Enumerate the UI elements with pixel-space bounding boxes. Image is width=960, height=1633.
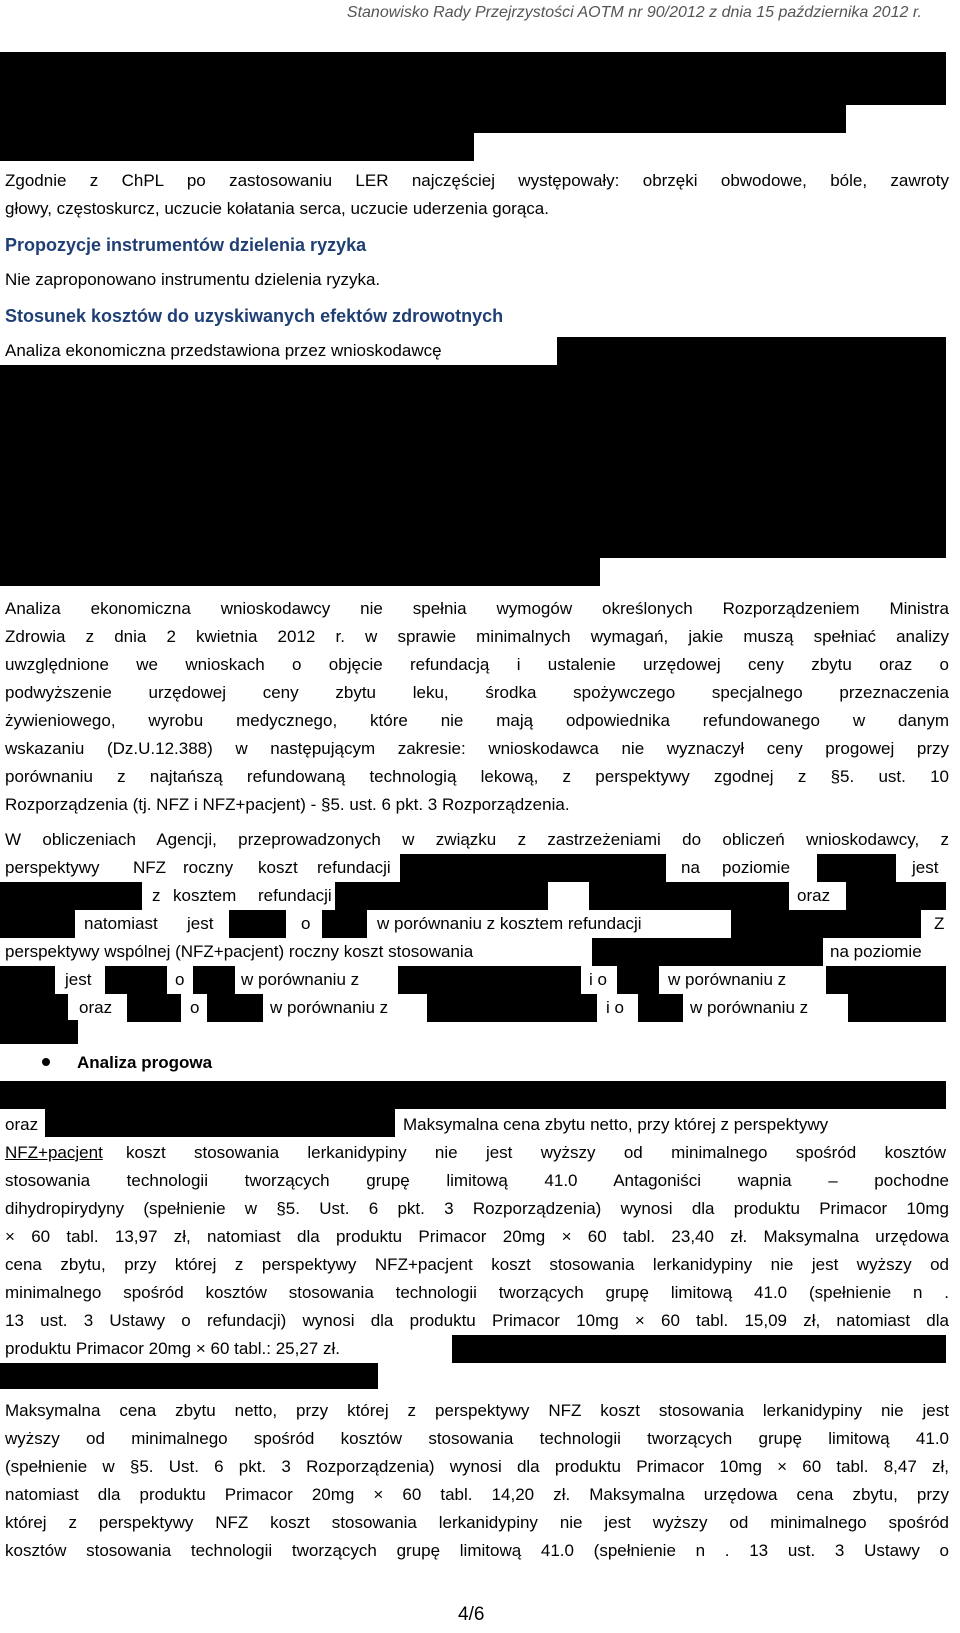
- econ-line: wskazaniu (Dz.U.12.388) w następującym zakresie: wnioskodawca nie wyznaczył ceny progowej przy: [5, 739, 949, 758]
- redaction-block: [0, 365, 946, 558]
- redaction-block: [589, 882, 789, 910]
- text-fragment: oraz: [5, 1115, 39, 1134]
- econ-line: Rozporządzenia (tj. NFZ i NFZ+pacjent) - §5. ust. 6 pkt. 3 Rozporządzenia.: [5, 795, 570, 814]
- text-fragment: kosztem: [173, 886, 237, 905]
- text-fragment: koszt: [258, 858, 298, 877]
- redaction-block: [0, 882, 142, 910]
- text-fragment: NFZ+pacjent: [5, 1143, 103, 1162]
- threshold-line: × 60 tabl. 13,97 zł, natomiast dla produktu Primacor 20mg × 60 tabl. 23,40 zł. Maksymalna urzędowa: [5, 1227, 949, 1246]
- econ-line: podwyższenie urzędowej ceny zbytu leku, środka spożywczego specjalnego przeznaczenia: [5, 683, 949, 702]
- text-fragment: o: [190, 998, 200, 1017]
- redaction-block: [398, 966, 581, 994]
- redaction-block: [0, 105, 846, 133]
- redaction-block: [0, 1081, 946, 1109]
- text-fragment: w porównaniu z kosztem refundacji: [377, 914, 642, 933]
- agency-line: W obliczeniach Agencji, przeprowadzonych w związku z zastrzeżeniami do obliczeń wnioskodawcy, z: [5, 830, 949, 849]
- text-fragment: o: [175, 970, 185, 989]
- redaction-block: [105, 966, 167, 994]
- text-fragment: w porównaniu z: [241, 970, 360, 989]
- redaction-block: [846, 882, 946, 910]
- adverse-line: głowy, częstoskurcz, uczucie kołatania serca, uczucie uderzenia gorąca.: [5, 199, 549, 218]
- nfz-line: kosztów stosowania technologii tworzących grupę limitową 41.0 (spełnienie n . 13 ust. 3 Ustawy o: [5, 1541, 949, 1560]
- econ-line: uwzględnione we wnioskach o objęcie refundacją i ustalenie urzędowej ceny zbytu oraz o: [5, 655, 949, 674]
- text-fragment: z: [152, 886, 161, 905]
- threshold-heading: Analiza progowa: [77, 1053, 213, 1072]
- redaction-block: [207, 994, 263, 1022]
- redaction-block: [45, 1109, 395, 1137]
- bullet-icon: [42, 1058, 50, 1066]
- text-fragment: i o: [606, 998, 624, 1017]
- redaction-block: [0, 1363, 378, 1389]
- redaction-block: [193, 966, 235, 994]
- redaction-block: [638, 994, 683, 1022]
- text-fragment: Maksymalna cena zbytu netto, przy której z perspektywy: [403, 1115, 829, 1134]
- econ-line: porównaniu z najtańszą refundowaną technologią lekową, z perspektywy zgodnej z §5. ust. 10: [5, 767, 949, 786]
- text-fragment: oraz: [797, 886, 831, 905]
- nfz-line: wyższy od minimalnego spośród kosztów stosowania technologii tworzących grupę limitową 41.0: [5, 1429, 949, 1448]
- text-fragment: o: [301, 914, 311, 933]
- text-fragment: jest: [912, 858, 939, 877]
- text-fragment: natomiast: [84, 914, 158, 933]
- redaction-block: [557, 337, 946, 365]
- text-fragment: perspektywy wspólnej (NFZ+pacjent) roczny koszt stosowania: [5, 942, 474, 961]
- econ-line: Zdrowia z dnia 2 kwietnia 2012 r. w sprawie minimalnych wymagań, jakie muszą spełniać analizy: [5, 627, 949, 646]
- text-fragment: jest: [65, 970, 92, 989]
- redaction-block: [617, 966, 659, 994]
- threshold-line: cena zbytu, przy której z perspektywy NFZ+pacjent koszt stosowania lerkanidypiny nie jest wyższy od: [5, 1255, 949, 1274]
- text-fragment: Z: [934, 914, 945, 933]
- redaction-block: [0, 994, 68, 1022]
- threshold-line: 13 ust. 3 Ustawy o refundacji) wynosi dla produktu Primacor 10mg × 60 tabl. 15,09 zł, natomiast dla: [5, 1311, 949, 1330]
- adverse-line: Zgodnie z ChPL po zastosowaniu LER najczęściej występowały: obrzęki obwodowe, bóle, zawroty: [5, 171, 949, 190]
- page-number: 4/6: [458, 1604, 485, 1625]
- redaction-block: [427, 994, 597, 1022]
- redaction-block: [322, 910, 367, 938]
- nfz-line: Maksymalna cena zbytu netto, przy której z perspektywy NFZ koszt stosowania lerkanidypiny nie jest: [5, 1401, 949, 1420]
- redaction-block: [0, 133, 474, 161]
- econ-line: Analiza ekonomiczna wnioskodawcy nie spełnia wymogów określonych Rozporządzeniem Ministra: [5, 599, 949, 618]
- risk-heading: Propozycje instrumentów dzielenia ryzyka: [5, 235, 367, 255]
- redaction-block: [400, 854, 666, 882]
- text-fragment: i o: [589, 970, 607, 989]
- text-fragment: w porównaniu z: [270, 998, 389, 1017]
- cost-heading: Stosunek kosztów do uzyskiwanych efektów zdrowotnych: [5, 306, 504, 326]
- redaction-block: [592, 938, 823, 966]
- nfz-line: której z perspektywy NFZ koszt stosowania lerkanidypiny nie jest wyższy od minimalnego spośród: [5, 1513, 949, 1532]
- text-fragment: na: [681, 858, 700, 877]
- text-fragment: perspektywy: [5, 858, 100, 877]
- threshold-line: dihydropirydyny (spełnienie w §5. Ust. 6 pkt. 3 Rozporządzenia) wynosi dla produktu Primacor 10mg: [5, 1199, 949, 1218]
- redaction-block: [335, 882, 548, 910]
- nfz-line: (spełnienie w §5. Ust. 6 pkt. 3 Rozporządzenia) wynosi dla produktu Primacor 10mg × 60 tabl. 8,47 zł,: [5, 1457, 949, 1476]
- redaction-block: [127, 994, 181, 1022]
- redaction-block: [452, 1335, 946, 1363]
- redaction-block: [826, 966, 946, 994]
- redaction-block: [0, 52, 946, 105]
- text-fragment: refundacji: [258, 886, 332, 905]
- text-fragment: jest: [187, 914, 214, 933]
- redaction-block: [0, 558, 600, 586]
- redaction-block: [848, 994, 946, 1022]
- threshold-line: minimalnego spośród kosztów stosowania technologii tworzących grupę limitową 41.0 (spełnienie n .: [5, 1283, 949, 1302]
- text-fragment: produktu Primacor 20mg × 60 tabl.: 25,27 zł.: [5, 1339, 340, 1358]
- redaction-block: [0, 966, 55, 994]
- text-fragment: roczny: [183, 858, 234, 877]
- text-fragment: refundacji: [317, 858, 391, 877]
- risk-text: Nie zaproponowano instrumentu dzielenia ryzyka.: [5, 270, 381, 289]
- redaction-block: [0, 910, 75, 938]
- redaction-block: [731, 910, 921, 938]
- text-fragment: w porównaniu z: [690, 998, 809, 1017]
- text-fragment: koszt stosowania lerkanidypiny nie jest wyższy od minimalnego spośród kosztów: [126, 1143, 946, 1162]
- threshold-line: stosowania technologii tworzących grupę limitową 41.0 Antagoniści wapnia – pochodne: [5, 1171, 949, 1190]
- text-fragment: na poziomie: [830, 942, 922, 961]
- text-fragment: poziomie: [722, 858, 791, 877]
- redaction-block: [229, 910, 286, 938]
- text-fragment: w porównaniu z: [668, 970, 787, 989]
- text-fragment: NFZ: [133, 858, 167, 877]
- cost-intro: Analiza ekonomiczna przedstawiona przez wnioskodawcę: [5, 341, 442, 360]
- redaction-block: [0, 1020, 78, 1044]
- econ-line: żywieniowego, wyrobu medycznego, które nie mają odpowiednika refundowanego w danym: [5, 711, 949, 730]
- redaction-block: [817, 854, 896, 882]
- text-fragment: oraz: [79, 998, 113, 1017]
- page-header: Stanowisko Rady Przejrzystości AOTM nr 90/2012 z dnia 15 października 2012 r.: [346, 4, 922, 21]
- nfz-line: natomiast dla produktu Primacor 20mg × 60 tabl. 14,20 zł. Maksymalna urzędowa cena zbytu, przy: [5, 1485, 949, 1504]
